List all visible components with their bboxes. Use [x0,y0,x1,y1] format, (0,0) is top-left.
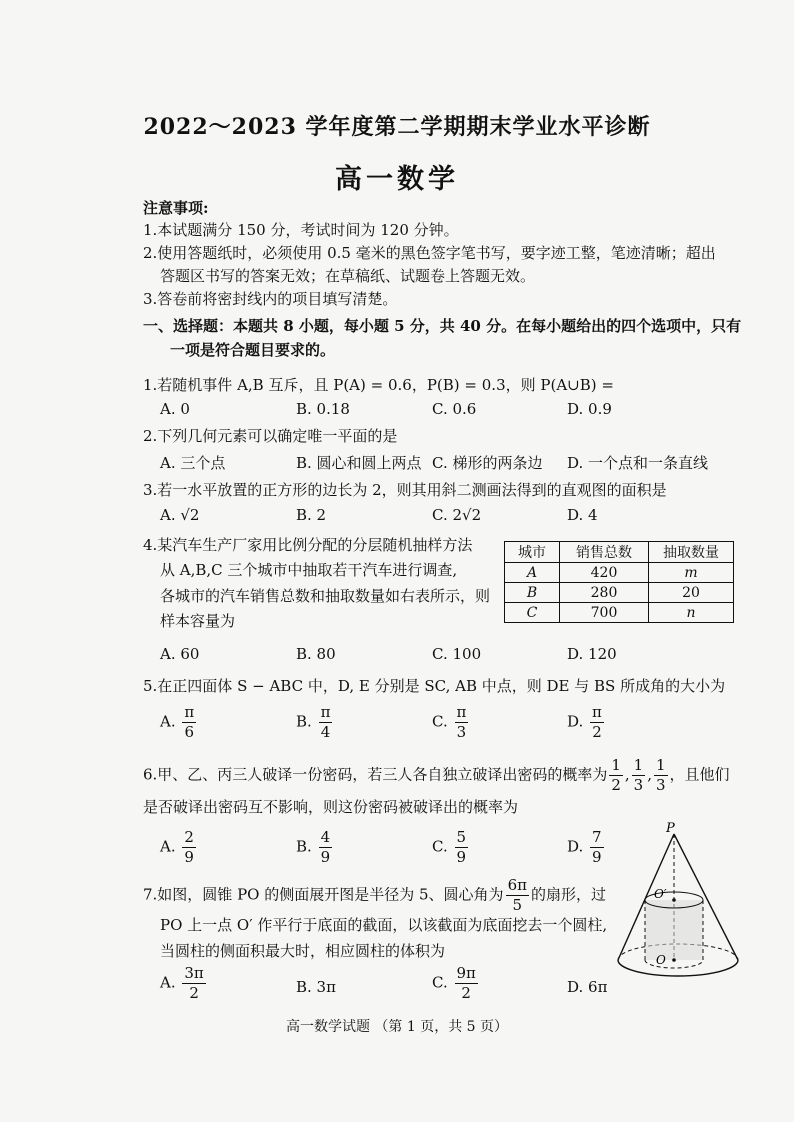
q1-stem: 1.若随机事件 A,B 互斥，且 P(A) = 0.6，P(B) = 0.3，则 P(A∪B) = [143,376,614,394]
q4-option-a: A. 60 [160,645,200,663]
table-cell: B [505,583,560,603]
numerator: 4 [320,828,331,846]
q6-stem-line1: 6.甲、乙、丙三人破译一份密码，若三人各自独立破译出密码的概率为 $\frac{1}{2}$ , $\frac{1}{3}$ , $\frac{1}{3}$ ，且他们 [143,756,730,794]
fraction [319,830,333,865]
numerator: π [320,703,331,721]
q7-option-d: D. 6π [567,978,608,996]
q7-stem-text: 7.如图，圆锥 PO 的侧面展开图是半径为 5、圆心角为 [143,885,504,904]
denominator: 6 [184,723,195,741]
q4-option-d: D. 120 [567,645,617,663]
denominator: 2 [461,984,471,1002]
q6-stem-text: ，且他们 [669,765,730,784]
fraction [182,705,196,740]
denominator: 9 [320,848,331,866]
section-heading-cont: 一项是符合题目要求的。 [170,341,336,359]
base-center-point [672,958,676,962]
q7-option-b: B. 3π [296,978,336,996]
option-label: A. [160,837,176,856]
numerator: 1 [633,756,644,774]
base-center-label: O [656,953,666,967]
notice-item-3: 3.答卷前将密封线内的项目填写清楚。 [143,290,398,308]
fraction [590,830,604,865]
table-header-cell: 抽取数量 [649,542,734,563]
table-header-row [505,542,734,563]
denominator: 2 [189,984,199,1002]
notice-item-1: 1.本试题满分 150 分，考试时间为 120 分钟。 [143,221,459,239]
q6-option-d [567,830,606,865]
q5-stem: 5.在正四面体 S − ABC 中，D, E 分别是 SC, AB 中点，则 DE 与 BS 所成角的大小为 [143,677,726,695]
numerator: 5 [456,828,467,846]
q3-option-a: A. √2 [160,506,200,524]
exam-subject: 高一数学 [335,164,459,195]
q1-option-b: B. 0.18 [296,400,350,418]
page-footer: 高一数学试题 （第 1 页，共 5 页） [285,1019,509,1035]
numerator: 1 [655,756,666,774]
table-cell: A [505,563,560,583]
q2-option-d: D. 一个点和一条直线 [567,454,709,472]
q5-option-a [160,705,198,740]
table-cell: n [649,603,734,623]
cylinder-body [645,900,703,960]
option-label: D. [567,712,584,731]
numerator: π [184,703,195,721]
fraction [182,830,196,865]
table-cell: 20 [649,583,734,603]
q2-option-c: C. 梯形的两条边 [432,454,543,472]
q1-option-c: C. 0.6 [432,400,477,418]
notice-item-2-cont: 答题区书写的答案无效；在草稿纸、试题卷上答题无效。 [160,267,536,285]
option-label: C. [432,973,448,992]
option-label: B. [296,837,312,856]
numerator: 6π [507,876,527,894]
q1-option-d: D. 0.9 [567,400,612,418]
q3-option-c: C. 2√2 [432,506,482,524]
numerator: 1 [611,756,621,774]
fraction [455,966,478,1001]
q7-stem-line3: 当圆柱的侧面积最大时，相应圆柱的体积为 [160,942,446,960]
q2-stem: 2.下列几何元素可以确定唯一平面的是 [143,427,398,445]
q1-option-a: A. 0 [160,400,190,418]
fraction [609,758,623,793]
notice-item-2: 2.使用答题纸时，必须使用 0.5 毫米的黑色签字笔书写，要字迹工整，笔迹清晰；超出 [143,244,716,262]
top-center-label: O′ [654,887,667,901]
table-cell: 420 [560,563,649,583]
q5-option-c [432,705,470,740]
q6-option-c [432,830,470,865]
denominator: 3 [633,776,644,794]
denominator: 2 [611,776,621,794]
numerator: 7 [592,828,602,846]
table-cell: m [649,563,734,583]
table-cell: C [505,603,560,623]
denominator: 3 [655,776,666,794]
section-heading: 一、选择题：本题共 8 小题，每小题 5 分，共 40 分。在每小题给出的四个选项中，只有 [143,317,742,335]
q7-stem-text: 的扇形，过 [530,885,606,904]
numerator: π [456,703,467,721]
q3-option-b: B. 2 [296,506,327,524]
q4-option-b: B. 80 [296,645,336,663]
q7-option-c [432,966,480,1001]
q4-option-c: C. 100 [432,645,482,663]
q4-stem-line2: 从 A,B,C 三个城市中抽取若干汽车进行调查, [160,561,458,579]
denominator: 9 [184,848,194,866]
table-row [505,563,734,583]
table-cell: 280 [560,583,649,603]
fraction [590,705,604,740]
denominator: 5 [512,896,523,914]
table-row [505,583,734,603]
fraction [632,758,646,793]
denominator: 4 [320,723,331,741]
denominator: 9 [592,848,602,866]
q7-stem-line1 [143,878,606,913]
fraction [455,830,469,865]
exam-title: 2022～2023 学年度第二学期期末学业水平诊断 [143,114,651,140]
option-label: C. [432,837,448,856]
table-header-cell: 销售总数 [560,542,649,563]
q7-stem-line2: PO 上一点 O′ 作平行于底面的截面，以该截面为底面挖去一个圆柱, [160,916,608,934]
denominator: 9 [456,848,467,866]
numerator: π [592,703,602,721]
q6-option-b [296,830,334,865]
q6-option-a [160,830,198,865]
fraction [319,705,333,740]
fraction [654,758,668,793]
q7-option-a [160,966,208,1001]
q4-data-table [504,541,734,623]
q6-stem-line2: 是否破译出密码互不影响，则这份密码被破译出的概率为 [143,798,519,816]
fraction [182,966,205,1001]
q6-stem-text: 6.甲、乙、丙三人破译一份密码，若三人各自独立破译出密码的概率为 [143,765,608,784]
q3-stem: 3.若一水平放置的正方形的边长为 2，则其用斜二测画法得到的直观图的面积是 [143,481,667,499]
top-center-point [672,898,676,902]
option-label: B. [296,712,312,731]
q2-option-a: A. 三个点 [160,454,226,472]
table-cell: 700 [560,603,649,623]
fraction [506,878,529,913]
denominator: 3 [456,723,467,741]
q5-option-b [296,705,334,740]
q5-option-d [567,705,606,740]
q2-option-b: B. 圆心和圆上两点 [296,454,422,472]
table-row [505,603,734,623]
apex-label: P [666,821,675,836]
numerator: 9π [456,964,476,982]
q3-option-d: D. 4 [567,506,598,524]
q4-stem-line4: 样本容量为 [160,612,236,630]
numerator: 3π [184,964,204,982]
option-label: D. [567,837,584,856]
option-label: A. [160,973,176,992]
option-label: C. [432,712,448,731]
notice-heading: 注意事项: [143,199,209,217]
fraction [455,705,469,740]
table-header-cell: 城市 [505,542,560,563]
option-label: A. [160,712,176,731]
cone-figure [610,818,760,998]
q4-stem-line3: 各城市的汽车销售总数和抽取数量如右表所示，则 [160,587,491,605]
numerator: 2 [184,828,194,846]
q4-stem-line1: 4.某汽车生产厂家用比例分配的分层随机抽样方法 [143,536,473,554]
denominator: 2 [592,723,602,741]
